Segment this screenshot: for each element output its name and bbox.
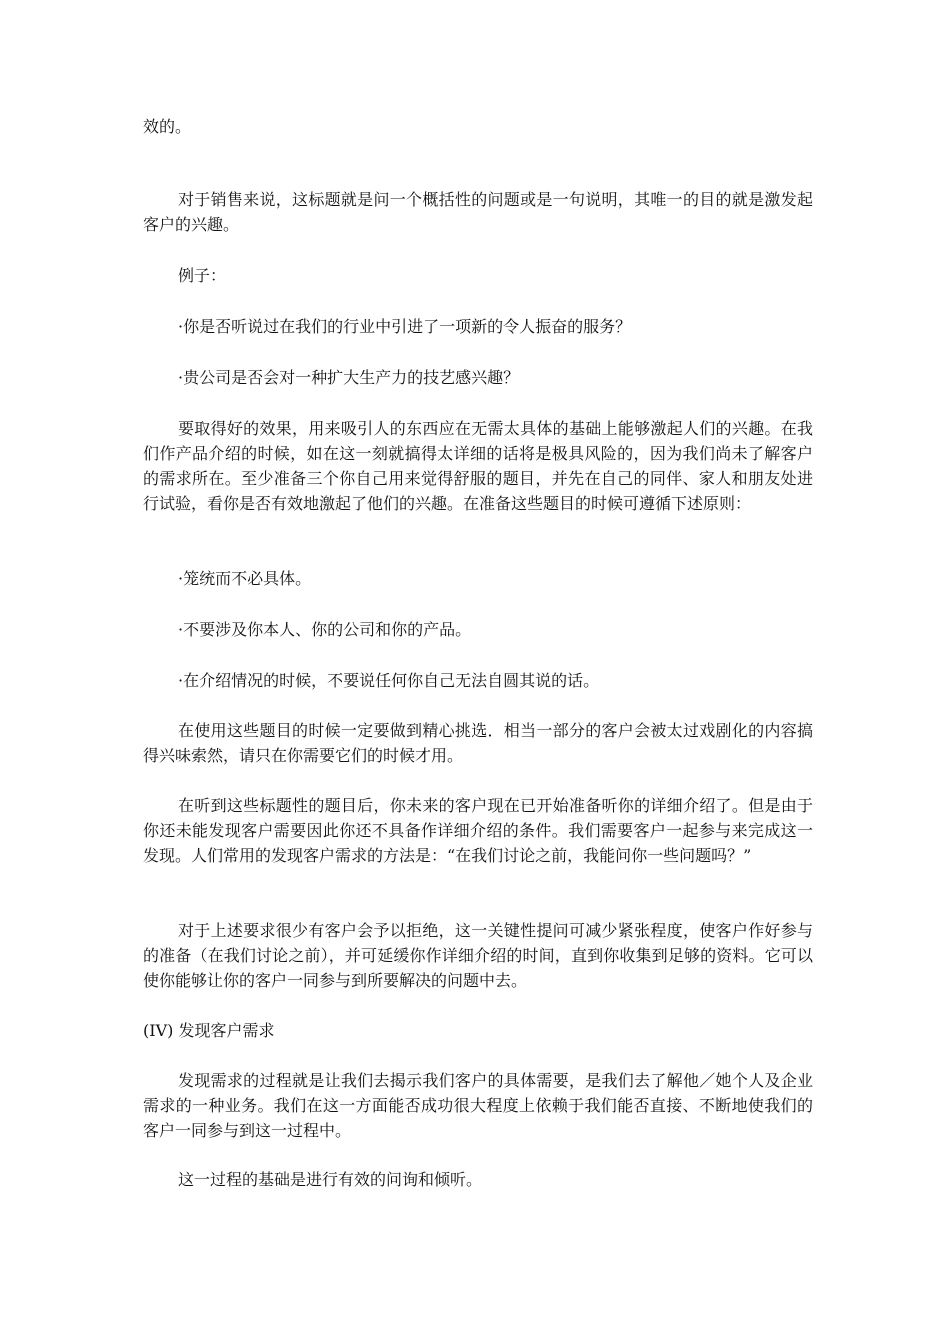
- document-page: [143, 0, 813, 1344]
- paragraph-continuation: 效的。: [143, 117, 192, 136]
- paragraph-foundation: 这一过程的基础是进行有效的问询和倾听。: [178, 1170, 483, 1189]
- paragraph-example-heading: 例子：: [178, 266, 227, 285]
- paragraph-good-effect: 要取得好的效果，用来吸引人的东西应在无需太具体的基础上能够激起人们的兴趣。在我们作产品介绍的时候，如在这一刻就搞得太详细的话将是极具风险的，因为我们尚未了解客户的需求所在。至少准备三个你自己用来觉得舒服的题目，并先在自己的同伴、家人和朋友处进行试验，看你是否有效地激起了他们的兴趣。在准备这些题目的时候可遵循下述原则：: [143, 419, 813, 513]
- paragraph-careful-selection: 在使用这些题目的时候一定要做到精心挑选．相当一部分的客户会被太过戏剧化的内容搞得兴味索然，请只在你需要它们的时候才用。: [143, 721, 813, 765]
- paragraph-after-titles: 在听到这些标题性的题目后，你未来的客户现在已开始准备听你的详细介绍了。但是由于你还未能发现客户需要因此你还不具备作详细介绍的条件。我们需要客户一起参与来完成这一发现。人们常用的发现客户需求的方法是：“在我们讨论之前，我能问你一些问题吗？”: [143, 796, 813, 865]
- paragraph-discovery-process: 发现需求的过程就是让我们去揭示我们客户的具体需要，是我们去了解他／她个人及企业需求的一种业务。我们在这一方面能否成功很大程度上依赖于我们能否直接、不断地使我们的客户一同参与到这一过程中。: [143, 1071, 813, 1140]
- bullet-item-2: ·贵公司是否会对一种扩大生产力的技艺感兴趣？: [178, 368, 520, 387]
- bullet-principle-3: ·在介绍情况的时候，不要说任何你自己无法自圆其说的话。: [178, 671, 600, 690]
- section-heading-discover-needs: (IV) 发现客户需求: [143, 1021, 275, 1040]
- paragraph-sales-title: 对于销售来说，这标题就是问一个概括性的问题或是一句说明，其唯一的目的就是激发起客户的兴趣。: [143, 190, 813, 234]
- bullet-principle-2: ·不要涉及你本人、你的公司和你的产品。: [178, 620, 472, 639]
- paragraph-customer-response: 对于上述要求很少有客户会予以拒绝，这一关键性提问可减少紧张程度，使客户作好参与的准备（在我们讨论之前），并可延缓你作详细介绍的时间，直到你收集到足够的资料。它可以使你能够让你的客户一同参与到所要解决的问题中去。: [143, 921, 813, 990]
- bullet-item-1: ·你是否听说过在我们的行业中引进了一项新的令人振奋的服务？: [178, 317, 632, 336]
- bullet-principle-1: ·笼统而不必具体。: [178, 569, 312, 588]
